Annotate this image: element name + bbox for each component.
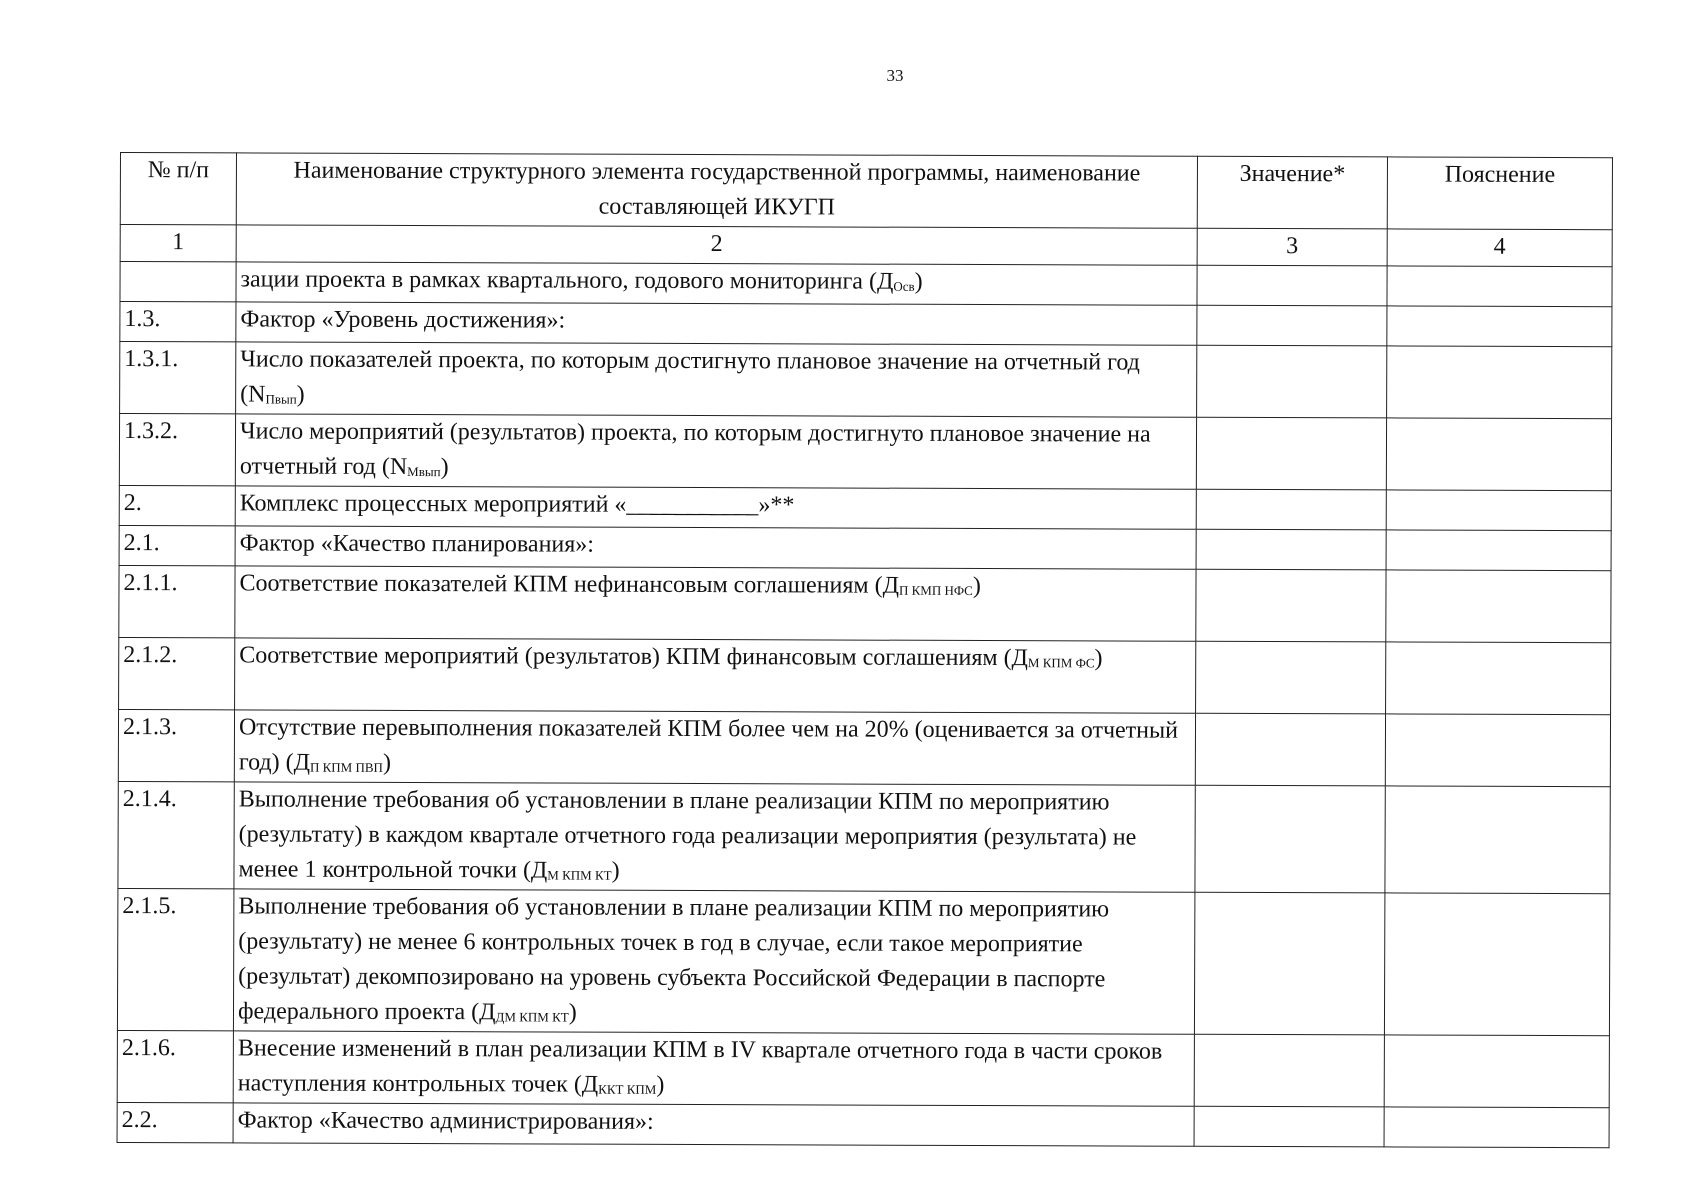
- row-number: 1.3.2.: [119, 414, 235, 486]
- value-cell: [1195, 785, 1385, 893]
- row-text-cell: [233, 1031, 1194, 1106]
- header-number: № п/п: [120, 153, 236, 225]
- row-number: 2.1.4.: [118, 781, 234, 888]
- column-number: 1: [120, 225, 236, 262]
- row-text-tail: ): [972, 572, 981, 600]
- table-row: [120, 262, 1612, 307]
- row-subscript: Мвып: [407, 464, 441, 480]
- column-number: 2: [236, 225, 1197, 265]
- value-cell: [1197, 265, 1387, 306]
- value-cell: [1196, 569, 1386, 642]
- row-number: 2.2.: [117, 1102, 233, 1142]
- row-subscript: ККТ КПМ: [598, 1081, 657, 1097]
- explanation-cell: [1384, 893, 1609, 1036]
- row-number: 2.1.6.: [117, 1030, 233, 1102]
- value-cell: [1196, 417, 1386, 490]
- explanation-cell: [1385, 786, 1610, 894]
- value-cell: [1197, 305, 1387, 346]
- explanation-cell: [1385, 714, 1610, 787]
- row-text-cell: [235, 526, 1196, 569]
- explanation-cell: [1384, 1107, 1609, 1148]
- explanation-cell: [1386, 490, 1611, 531]
- table-row: [120, 342, 1612, 419]
- row-text: Фактор «Уровень достижения»:: [240, 306, 566, 334]
- row-text-tail: ): [568, 999, 577, 1026]
- row-text-tail: ): [296, 381, 305, 408]
- header-explanation: Пояснение: [1387, 157, 1612, 230]
- table-row: [119, 565, 1611, 642]
- row-subscript: М КПМ ФС: [1027, 655, 1095, 671]
- row-text-cell: [235, 414, 1196, 489]
- table-header-row: [120, 153, 1612, 230]
- row-text-cell: [234, 782, 1195, 892]
- row-subscript: Пвып: [265, 391, 297, 407]
- table-row: [118, 709, 1610, 786]
- row-text-cell: [235, 486, 1196, 529]
- value-cell: [1194, 892, 1384, 1035]
- table-row: [119, 637, 1611, 714]
- page-number: 33: [886, 66, 904, 85]
- row-text: Число показателей проекта, по которым достигнуто плановое значение на отчетный год (N: [240, 346, 1140, 408]
- table-row: [117, 1102, 1609, 1147]
- row-number: 2.1.3.: [118, 709, 234, 781]
- row-text-cell: [236, 262, 1197, 305]
- row-text: Фактор «Качество планирования»:: [239, 530, 595, 558]
- row-subscript: П КПМ ПВП: [309, 759, 383, 775]
- header-value: Значение*: [1197, 156, 1387, 229]
- row-text-cell: [235, 566, 1196, 641]
- row-subscript: Осв: [893, 278, 915, 294]
- row-text: Выполнение требования об установлении в плане реализации КПМ по мероприятию (результату) не менее 6 контрольных точек в год в случае, если такое мероприятие (результат) декомпозировано на уровень субъекта Российской Федерации в паспорте федерального проекта (Д: [237, 893, 1110, 1026]
- row-text-tail: ): [382, 749, 392, 776]
- header-name: Наименование структурного элемента государственной программы, наименование составляющей ИКУГП: [236, 153, 1197, 228]
- row-text-cell: [234, 710, 1195, 785]
- row-text: Число мероприятий (результатов) проекта, по которым достигнуто плановое значение на отчетный год (N: [239, 418, 1151, 481]
- table-row: [119, 485, 1611, 530]
- explanation-cell: [1386, 418, 1611, 491]
- table-row: [117, 888, 1609, 1035]
- table-row: [119, 414, 1611, 491]
- row-text: Отсутствие перевыполнения показателей КПМ более чем на 20% (оценивается за отчетный год) (Д: [238, 714, 1179, 776]
- value-cell: [1197, 345, 1387, 418]
- row-number: 2.1.1.: [119, 565, 235, 637]
- row-number: 2.1.2.: [119, 637, 235, 709]
- explanation-cell: [1384, 1035, 1609, 1108]
- explanation-cell: [1387, 306, 1612, 347]
- row-text: зации проекта в рамках квартального, годового мониторинга (Д: [240, 266, 894, 295]
- row-number: 2.: [119, 485, 235, 525]
- row-text-tail: ): [440, 454, 449, 481]
- row-text: Соответствие показателей КПМ нефинансовым соглашениям (Д: [239, 570, 900, 599]
- value-cell: [1196, 529, 1386, 570]
- table-row: [120, 302, 1612, 347]
- row-number: 1.3.: [120, 302, 236, 342]
- row-text-tail: ): [656, 1071, 665, 1098]
- table-row: [119, 525, 1611, 570]
- row-text-cell: [235, 638, 1196, 713]
- value-cell: [1194, 1034, 1384, 1107]
- column-number: 4: [1387, 229, 1612, 267]
- row-subscript: М КПМ КТ: [547, 867, 612, 883]
- explanation-cell: [1386, 642, 1611, 715]
- row-number: 1.3.1.: [120, 342, 236, 414]
- row-text: Внесение изменений в план реализации КПМ в IV квартале отчетного года в части сроков наступления контрольных точек (Д: [237, 1035, 1163, 1098]
- value-cell: [1195, 713, 1385, 786]
- value-cell: [1194, 1106, 1384, 1147]
- column-number-row: [120, 225, 1612, 267]
- row-text-cell: [236, 342, 1197, 417]
- table-row: [118, 781, 1610, 893]
- row-text: Фактор «Качество администрирования»:: [237, 1107, 654, 1135]
- row-subscript: ДМ КПМ КТ: [495, 1009, 569, 1025]
- indicator-table: [117, 152, 1613, 1148]
- row-text: Соответствие мероприятий (результатов) КПМ финансовым соглашениям (Д: [239, 642, 1029, 672]
- value-cell: [1196, 489, 1386, 530]
- explanation-cell: [1386, 530, 1611, 571]
- row-text-cell: [233, 1103, 1194, 1146]
- row-text-tail: ): [914, 268, 923, 295]
- row-text: Комплекс процессных мероприятий «___________»**: [239, 490, 795, 519]
- explanation-cell: [1387, 346, 1612, 419]
- row-text: Выполнение требования об установлении в плане реализации КПМ по мероприятию (результату) в каждом квартале отчетного года реализации мероприятия (результата) не менее 1 контрольной точки (Д: [238, 786, 1137, 884]
- row-number: 2.1.5.: [117, 888, 233, 1030]
- row-text-tail: ): [611, 857, 620, 884]
- explanation-cell: [1387, 266, 1612, 307]
- table-row: [117, 1030, 1609, 1107]
- column-number: 3: [1197, 228, 1387, 266]
- row-number: [120, 262, 236, 302]
- row-number: 2.1.: [119, 525, 235, 565]
- value-cell: [1196, 641, 1386, 714]
- row-text-tail: ): [1094, 645, 1103, 672]
- row-text-cell: [236, 302, 1197, 345]
- row-text-cell: [233, 889, 1194, 1034]
- explanation-cell: [1386, 570, 1611, 643]
- row-subscript: П КМП НФС: [898, 582, 973, 598]
